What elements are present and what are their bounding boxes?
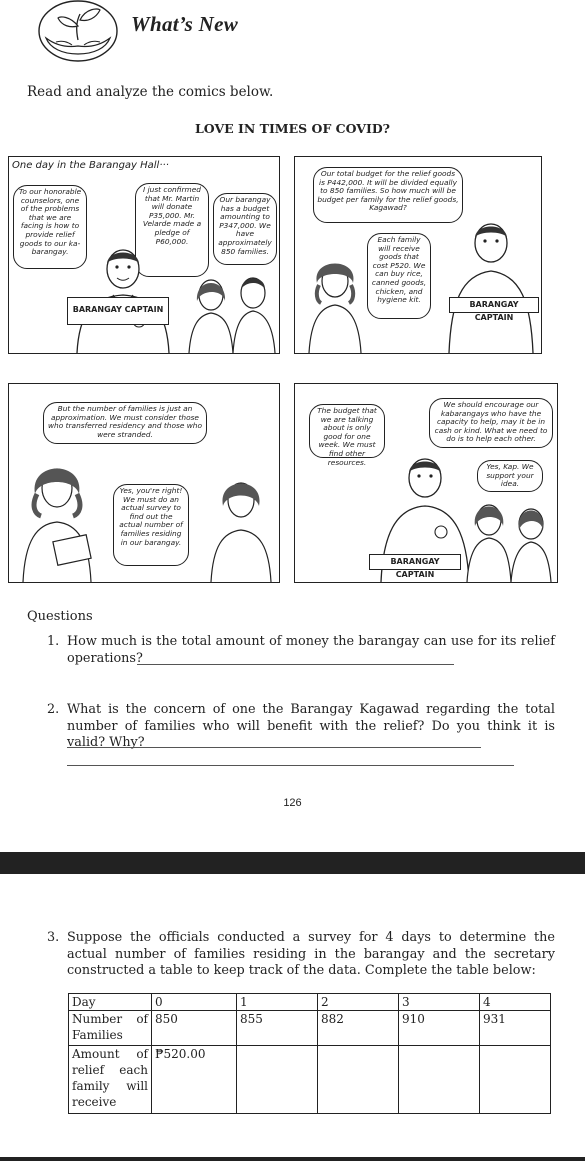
speech-bubble: Yes, you're right! We must do an actual survey to find out the actual number of families residing in our barangay. <box>113 484 189 566</box>
barangay-captain-sign: BARANGAY CAPTAIN <box>449 297 539 313</box>
comic-panel-1 <box>8 156 280 354</box>
table-row <box>69 1011 551 1046</box>
kagawad-woman-figure <box>205 470 277 582</box>
table-cell: ₱520.00 <box>152 1046 237 1114</box>
page-separator-bar <box>0 852 585 874</box>
kagawad-woman-figure <box>305 253 365 353</box>
question-number: 2. <box>47 702 60 717</box>
answer-line-2b[interactable] <box>67 765 514 766</box>
table-header-cell: Day <box>69 994 152 1011</box>
table-cell: 931 <box>480 1011 551 1046</box>
question-number: 1. <box>47 634 60 649</box>
table-input-cell[interactable] <box>237 1046 318 1114</box>
table-cell: 4 <box>480 994 551 1011</box>
kagawad-figures <box>185 267 279 353</box>
table-cell: 2 <box>318 994 399 1011</box>
table-cell: 882 <box>318 1011 399 1046</box>
comic-panel-4 <box>294 383 558 583</box>
question-2 <box>47 702 555 750</box>
table-cell: 0 <box>152 994 237 1011</box>
instruction-text: Read and analyze the comics below. <box>27 84 274 100</box>
speech-bubble: I just confirmed that Mr. Martin will donate P35,000. Mr. Velarde made a pledge of P60,000. <box>135 183 209 277</box>
speech-bubble: Our barangay has a budget amounting to P347,000. We have approximately 850 families. <box>213 193 277 265</box>
table-input-cell[interactable] <box>399 1046 480 1114</box>
question-text: How much is the total amount of money the barangay can use for its relief operations? <box>67 634 555 666</box>
kagawad-figures <box>463 494 555 582</box>
question-text: Suppose the officials conducted a survey for 4 days to determine the actual number of families residing in the barangay and the secretary constructed a table to keep track of the data. Complete the table below: <box>67 930 555 978</box>
table-header-cell: Number of Families <box>69 1011 152 1046</box>
question-text: What is the concern of one the Barangay Kagawad regarding the total number of families who will benefit with the relief? Do you think it is valid? Why? <box>67 702 555 750</box>
questions-heading: Questions <box>27 609 93 624</box>
table-cell: 910 <box>399 1011 480 1046</box>
table-cell: 850 <box>152 1011 237 1046</box>
table-header-cell: Amount of relief each family will receive <box>69 1046 152 1114</box>
question-3 <box>47 930 555 982</box>
comic-caption: One day in the Barangay Hall··· <box>12 160 169 171</box>
comic-title: LOVE IN TIMES OF COVID? <box>195 121 390 136</box>
speech-bubble: We should encourage our kabarangays who have the capacity to help, may it be in cash or kind. What we need to do is to help each other. <box>429 398 553 448</box>
question-number: 3. <box>47 930 60 945</box>
table-input-cell[interactable] <box>318 1046 399 1114</box>
comic-panel-2 <box>294 156 542 354</box>
section-title: What’s New <box>131 12 239 36</box>
speech-bubble: Our total budget for the relief goods is P442,000. It will be divided equally to 850 families. So how much will be budget per family for the relief goods, Kagawad? <box>313 167 463 223</box>
survey-table <box>68 993 551 1114</box>
comic-panel-3 <box>8 383 280 583</box>
table-input-cell[interactable] <box>480 1046 551 1114</box>
kagawad-woman-figure <box>15 454 105 582</box>
barangay-captain-sign: BARANGAY CAPTAIN <box>369 554 461 570</box>
page-bottom-bar <box>0 1157 585 1161</box>
answer-line-1[interactable] <box>137 664 454 665</box>
table-cell: 3 <box>399 994 480 1011</box>
hands-plant-logo-icon <box>36 0 120 66</box>
table-row <box>69 1046 551 1114</box>
answer-line-2a[interactable] <box>67 747 481 748</box>
speech-bubble: The budget that we are talking about is only good for one week. We must find other resources. <box>309 404 385 458</box>
page-number: 126 <box>283 797 302 809</box>
speech-bubble: Each family will receive goods that cost P520. We can buy rice, canned goods, chicken, and hygiene kit. <box>367 233 431 319</box>
speech-bubble: Yes, Kap. We support your idea. <box>477 460 543 492</box>
table-row <box>69 994 551 1011</box>
speech-bubble: But the number of families is just an approximation. We must consider those who transferred residency and those who were stranded. <box>43 402 207 444</box>
barangay-captain-figure <box>445 213 537 353</box>
table-cell: 855 <box>237 1011 318 1046</box>
speech-bubble: To our honorable counselors, one of the problems that we are facing is how to provide relief goods to our ka-barangay. <box>13 185 87 269</box>
table-cell: 1 <box>237 994 318 1011</box>
barangay-captain-sign: BARANGAY CAPTAIN <box>67 297 169 325</box>
